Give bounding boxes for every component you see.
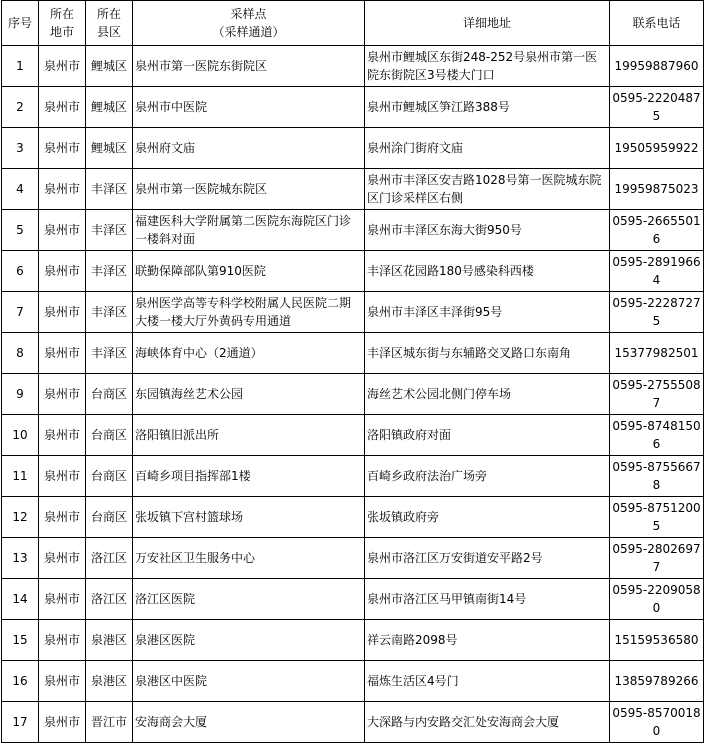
cell-city: 泉州市	[39, 620, 86, 661]
cell-address: 泉州涂门街府文庙	[365, 128, 610, 169]
cell-index: 3	[2, 128, 39, 169]
cell-phone: 0595-85700180	[610, 702, 704, 743]
cell-index: 13	[2, 538, 39, 579]
cell-city: 泉州市	[39, 579, 86, 620]
cell-phone: 0595-28919664	[610, 251, 704, 292]
cell-city: 泉州市	[39, 374, 86, 415]
cell-district: 丰泽区	[86, 251, 133, 292]
cell-index: 9	[2, 374, 39, 415]
cell-district: 台商区	[86, 497, 133, 538]
cell-phone: 19505959922	[610, 128, 704, 169]
cell-district: 鲤城区	[86, 87, 133, 128]
table-row	[2, 87, 704, 128]
cell-sampling-site: 百崎乡项目指挥部1楼	[133, 456, 365, 497]
cell-address: 大深路与内安路交汇处安海商会大厦	[365, 702, 610, 743]
cell-index: 12	[2, 497, 39, 538]
cell-city: 泉州市	[39, 538, 86, 579]
table-row	[2, 538, 704, 579]
header-row	[2, 1, 704, 46]
table-row	[2, 292, 704, 333]
cell-sampling-site: 洛江区医院	[133, 579, 365, 620]
cell-city: 泉州市	[39, 456, 86, 497]
cell-sampling-site: 安海商会大厦	[133, 702, 365, 743]
cell-address: 泉州市丰泽区安吉路1028号第一医院城东院区门诊采样区右侧	[365, 169, 610, 210]
cell-address: 洛阳镇政府对面	[365, 415, 610, 456]
cell-district: 洛江区	[86, 579, 133, 620]
cell-address: 祥云南路2098号	[365, 620, 610, 661]
cell-address: 泉州市丰泽区东海大街950号	[365, 210, 610, 251]
sampling-sites-table	[1, 0, 704, 743]
cell-district: 丰泽区	[86, 333, 133, 374]
cell-city: 泉州市	[39, 702, 86, 743]
cell-phone: 0595-87481506	[610, 415, 704, 456]
cell-address: 海丝艺术公园北侧门停车场	[365, 374, 610, 415]
cell-phone: 15159536580	[610, 620, 704, 661]
cell-phone: 0595-28026977	[610, 538, 704, 579]
cell-address: 丰泽区城东街与东辅路交叉路口东南角	[365, 333, 610, 374]
cell-district: 晋江市	[86, 702, 133, 743]
cell-district: 丰泽区	[86, 210, 133, 251]
cell-address: 丰泽区花园路180号感染科西楼	[365, 251, 610, 292]
cell-district: 泉港区	[86, 661, 133, 702]
cell-phone: 0595-87556678	[610, 456, 704, 497]
cell-sampling-site: 泉港区医院	[133, 620, 365, 661]
header-phone: 联系电话	[610, 1, 704, 46]
table-row	[2, 251, 704, 292]
cell-address: 泉州市丰泽区丰泽街95号	[365, 292, 610, 333]
cell-phone: 0595-22287275	[610, 292, 704, 333]
cell-district: 鲤城区	[86, 128, 133, 169]
cell-sampling-site: 联勤保障部队第910医院	[133, 251, 365, 292]
cell-city: 泉州市	[39, 661, 86, 702]
cell-sampling-site: 海峡体育中心（2通道）	[133, 333, 365, 374]
cell-city: 泉州市	[39, 169, 86, 210]
header-address: 详细地址	[365, 1, 610, 46]
cell-address: 百崎乡政府法治广场旁	[365, 456, 610, 497]
table-row	[2, 210, 704, 251]
cell-index: 16	[2, 661, 39, 702]
table-row	[2, 415, 704, 456]
cell-address: 福炼生活区4号门	[365, 661, 610, 702]
cell-index: 14	[2, 579, 39, 620]
cell-phone: 19959875023	[610, 169, 704, 210]
cell-city: 泉州市	[39, 497, 86, 538]
cell-index: 7	[2, 292, 39, 333]
table-row	[2, 579, 704, 620]
cell-phone: 19959887960	[610, 46, 704, 87]
cell-sampling-site: 泉州医学高等专科学校附属人民医院二期大楼一楼大厅外黄码专用通道	[133, 292, 365, 333]
cell-index: 17	[2, 702, 39, 743]
table-row	[2, 374, 704, 415]
header-index: 序号	[2, 1, 39, 46]
table-row	[2, 169, 704, 210]
cell-index: 5	[2, 210, 39, 251]
header-district: 所在 县区	[86, 1, 133, 46]
table-row	[2, 497, 704, 538]
cell-index: 4	[2, 169, 39, 210]
table-header	[2, 1, 704, 46]
cell-sampling-site: 泉州府文庙	[133, 128, 365, 169]
cell-city: 泉州市	[39, 128, 86, 169]
cell-district: 洛江区	[86, 538, 133, 579]
cell-city: 泉州市	[39, 333, 86, 374]
cell-city: 泉州市	[39, 251, 86, 292]
cell-sampling-site: 东园镇海丝艺术公园	[133, 374, 365, 415]
cell-phone: 0595-87512005	[610, 497, 704, 538]
header-sampling-site: 采样点 （采样通道）	[133, 1, 365, 46]
cell-index: 11	[2, 456, 39, 497]
cell-district: 台商区	[86, 456, 133, 497]
table-row	[2, 456, 704, 497]
table-row	[2, 620, 704, 661]
cell-address: 泉州市洛江区马甲镇南街14号	[365, 579, 610, 620]
cell-city: 泉州市	[39, 87, 86, 128]
cell-address: 张坂镇政府旁	[365, 497, 610, 538]
table-body	[2, 46, 704, 743]
cell-phone: 15377982501	[610, 333, 704, 374]
cell-index: 2	[2, 87, 39, 128]
cell-sampling-site: 泉州市第一医院东街院区	[133, 46, 365, 87]
cell-district: 台商区	[86, 415, 133, 456]
cell-phone: 0595-27555087	[610, 374, 704, 415]
cell-sampling-site: 泉港区中医院	[133, 661, 365, 702]
table-row	[2, 661, 704, 702]
table-row	[2, 333, 704, 374]
cell-sampling-site: 洛阳镇旧派出所	[133, 415, 365, 456]
cell-city: 泉州市	[39, 415, 86, 456]
cell-district: 台商区	[86, 374, 133, 415]
table-row	[2, 128, 704, 169]
cell-city: 泉州市	[39, 210, 86, 251]
cell-city: 泉州市	[39, 46, 86, 87]
cell-district: 丰泽区	[86, 169, 133, 210]
cell-district: 丰泽区	[86, 292, 133, 333]
cell-sampling-site: 福建医科大学附属第二医院东海院区门诊一楼斜对面	[133, 210, 365, 251]
table-row	[2, 702, 704, 743]
cell-address: 泉州市鲤城区东街248-252号泉州市第一医院东街院区3号楼大门口	[365, 46, 610, 87]
cell-phone: 0595-22090580	[610, 579, 704, 620]
table-row	[2, 46, 704, 87]
cell-city: 泉州市	[39, 292, 86, 333]
cell-index: 15	[2, 620, 39, 661]
cell-sampling-site: 张坂镇下宫村篮球场	[133, 497, 365, 538]
cell-sampling-site: 万安社区卫生服务中心	[133, 538, 365, 579]
cell-phone: 0595-26655016	[610, 210, 704, 251]
cell-index: 6	[2, 251, 39, 292]
cell-address: 泉州市鲤城区笋江路388号	[365, 87, 610, 128]
cell-index: 10	[2, 415, 39, 456]
cell-phone: 0595-22204875	[610, 87, 704, 128]
cell-district: 泉港区	[86, 620, 133, 661]
cell-address: 泉州市洛江区万安街道安平路2号	[365, 538, 610, 579]
header-city: 所在 地市	[39, 1, 86, 46]
cell-district: 鲤城区	[86, 46, 133, 87]
cell-sampling-site: 泉州市第一医院城东院区	[133, 169, 365, 210]
cell-index: 1	[2, 46, 39, 87]
cell-phone: 13859789266	[610, 661, 704, 702]
cell-sampling-site: 泉州市中医院	[133, 87, 365, 128]
cell-index: 8	[2, 333, 39, 374]
